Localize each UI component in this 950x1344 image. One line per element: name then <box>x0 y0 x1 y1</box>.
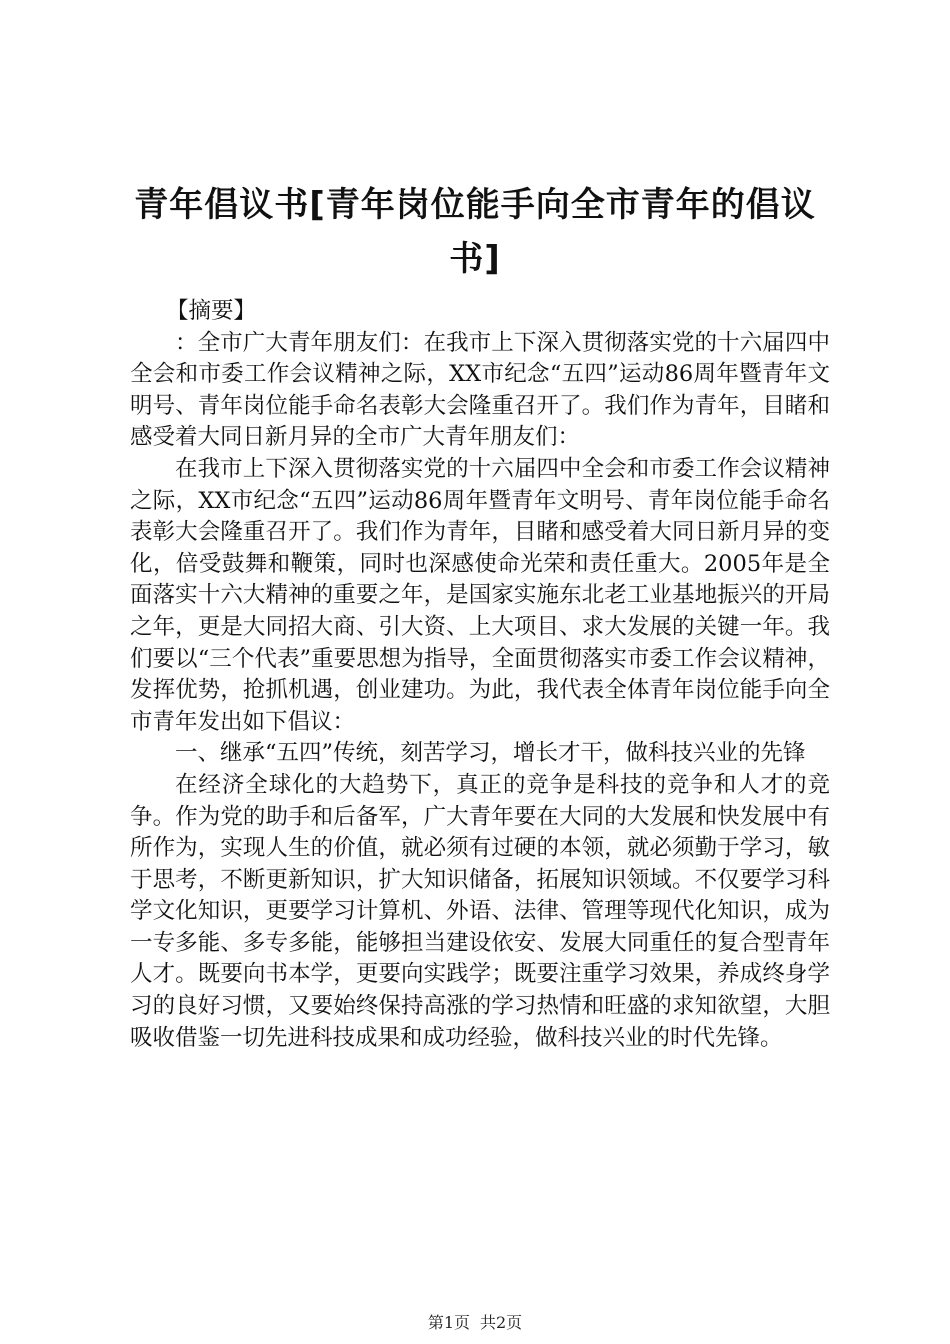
body-paragraph: 在经济全球化的大趋势下，真正的竞争是科技的竞争和人才的竞争。作为党的助手和后备军，广大青年要在大同的大发展和快发展中有所作为，实现人生的价值，就必须有过硬的本领，就必须勤于学习，敏于思考，不断更新知识，扩大知识储备，拓展知识领域。不仅要学习科学文化知识，更要学习计算机、外语、法律、管理等现代化知识，成为一专多能、多专多能，能够担当建设依安、发展大同重任的复合型青年人才。既要向书本学，更要向实践学；既要注重学习效果，养成终身学习的良好习惯，又要始终保持高涨的学习热情和旺盛的求知欲望，大胆吸收借鉴一切先进科技成果和成功经验，做科技兴业的时代先锋。 <box>130 771 830 1051</box>
document-title: 青年倡议书[青年岗位能手向全市青年的倡议书] <box>134 185 816 279</box>
document-body <box>130 296 830 1054</box>
page-number-total: 共2页 <box>480 1313 523 1332</box>
page-footer <box>0 1310 950 1333</box>
section-heading: 一、继承“五四”传统，刻苦学习，增长才干，做科技兴业的先锋 <box>175 740 806 767</box>
body-paragraph: 在我市上下深入贯彻落实党的十六届四中全会和市委工作会议精神之际，XX市纪念“五四”运动86周年暨青年文明号、青年岗位能手命名表彰大会隆重召开了。我们作为青年，目睹和感受着大同日新月异的变化，倍受鼓舞和鞭策，同时也深感使命光荣和责任重大。2005年是全面落实十六大精神的重要之年，是国家实施东北老工业基地振兴的开局之年，更是大同招大商、引大资、上大项目、求大发展的关键一年。我们要以“三个代表”重要思想为指导，全面贯彻落实市委工作会议精神，发挥优势，抢抓机遇，创业建功。为此，我代表全体青年岗位能手向全市青年发出如下倡议： <box>130 455 830 735</box>
body-paragraph: ：全市广大青年朋友们：在我市上下深入贯彻落实党的十六届四中全会和市委工作会议精神之际，XX市纪念“五四”运动86周年暨青年文明号、青年岗位能手命名表彰大会隆重召开了。我们作为青年，目睹和感受着大同日新月异的全市广大青年朋友们： <box>130 329 830 451</box>
page-number-current: 第1页 <box>427 1313 470 1332</box>
abstract-label: 【摘要】 <box>166 298 257 324</box>
